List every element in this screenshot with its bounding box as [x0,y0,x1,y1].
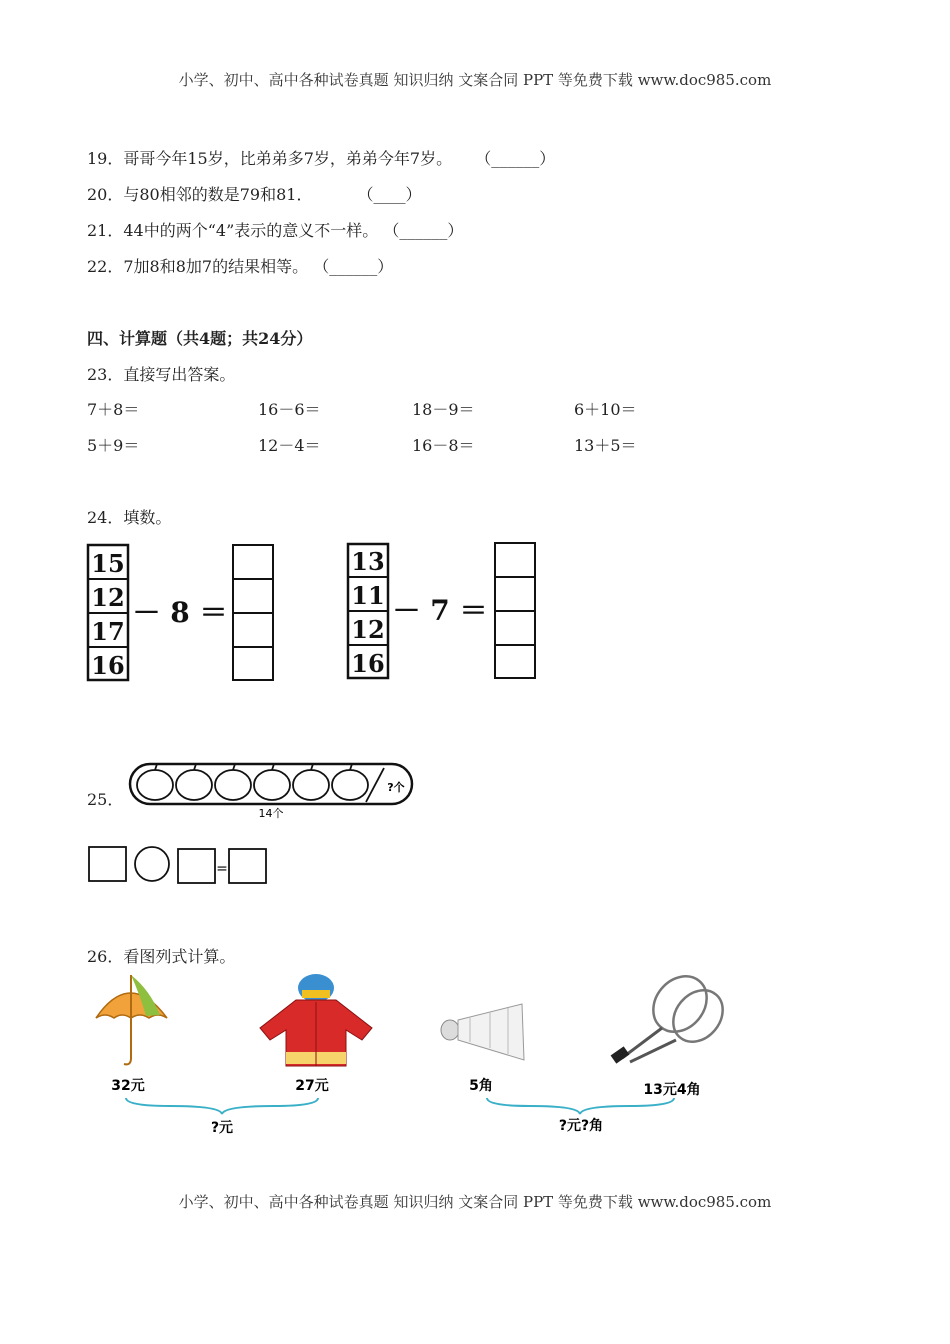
page-footer: 小学、初中、高中各种试卷真题 知识归纳 文案合同 PPT 等免费下载 www.doc985.com [178,1193,772,1211]
question-26-prompt: 26．看图列式计算。 [87,947,236,966]
question-text: 19．哥哥今年15岁，比弟弟多7岁，弟弟今年7岁。 [87,149,453,168]
price-label: 32元 [111,1078,145,1094]
answer-blank[interactable]: （____） [357,185,422,204]
operation-label: － 8 ＝ [132,596,228,629]
page-header: 小学、初中、高中各种试卷真题 知识归纳 文案合同 PPT 等免费下载 www.doc985.com [178,71,772,89]
question-24-prompt: 24．填数。 [87,508,172,527]
calc-item: 13＋5＝ [574,436,637,455]
number-box[interactable] [178,849,215,883]
calc-item: 18－9＝ [412,400,475,419]
calc-item: 16－8＝ [412,436,475,455]
operation-label: － 7 ＝ [392,594,488,627]
unknown-label: ?个 [387,781,405,794]
stack-number: 13 [351,547,385,576]
total-label: ?元?角 [558,1118,604,1134]
stack-number: 16 [351,649,385,678]
brace [487,1098,674,1114]
price-label: 5角 [469,1078,493,1094]
number-box[interactable] [89,847,126,881]
equation-boxes[interactable] [89,847,266,883]
apple-icons [137,764,368,800]
rackets-icon [611,966,733,1064]
bag-total-label: 14个 [258,807,284,820]
answer-box-column-right[interactable] [495,543,535,678]
calc-item: 12－4＝ [258,436,321,455]
operator-circle[interactable] [135,847,169,881]
price-label: 13元4角 [643,1082,701,1098]
calc-item: 16－6＝ [258,400,321,419]
stack-number: 11 [351,581,385,610]
answer-blank[interactable]: （______） [383,221,464,240]
stack-number: 12 [351,615,385,644]
umbrella-icon [96,975,167,1064]
result-box[interactable] [229,849,266,883]
calc-item: 5＋9＝ [87,436,140,455]
answer-blank[interactable]: （______） [313,257,394,276]
equals-sign: = [216,861,228,877]
stack-number: 17 [91,617,125,646]
answer-box-column-left[interactable] [233,545,273,680]
price-label: 27元 [295,1078,329,1094]
question-text: 21．44中的两个“4”表示的意义不一样。 [87,221,379,240]
answer-blank[interactable]: （______） [475,149,556,168]
calc-item: 7＋8＝ [87,400,140,419]
stack-number: 12 [91,583,125,612]
total-label: ?元 [210,1120,234,1136]
calc-item: 6＋10＝ [574,400,637,419]
question-23-prompt: 23．直接写出答案。 [87,365,236,384]
section-heading: 四、计算题（共4题；共24分） [87,329,313,348]
shuttlecock-icon [441,1004,524,1060]
apple-bag-figure [130,764,412,820]
brace [126,1098,318,1114]
question-text: 22．7加8和8加7的结果相等。 [87,257,309,276]
stack-number: 16 [91,651,125,680]
stack-number: 15 [91,549,125,578]
question-25-label: 25． [87,790,124,809]
question-text: 20．与80相邻的数是79和81． [87,185,313,204]
coat-icon [260,974,372,1066]
